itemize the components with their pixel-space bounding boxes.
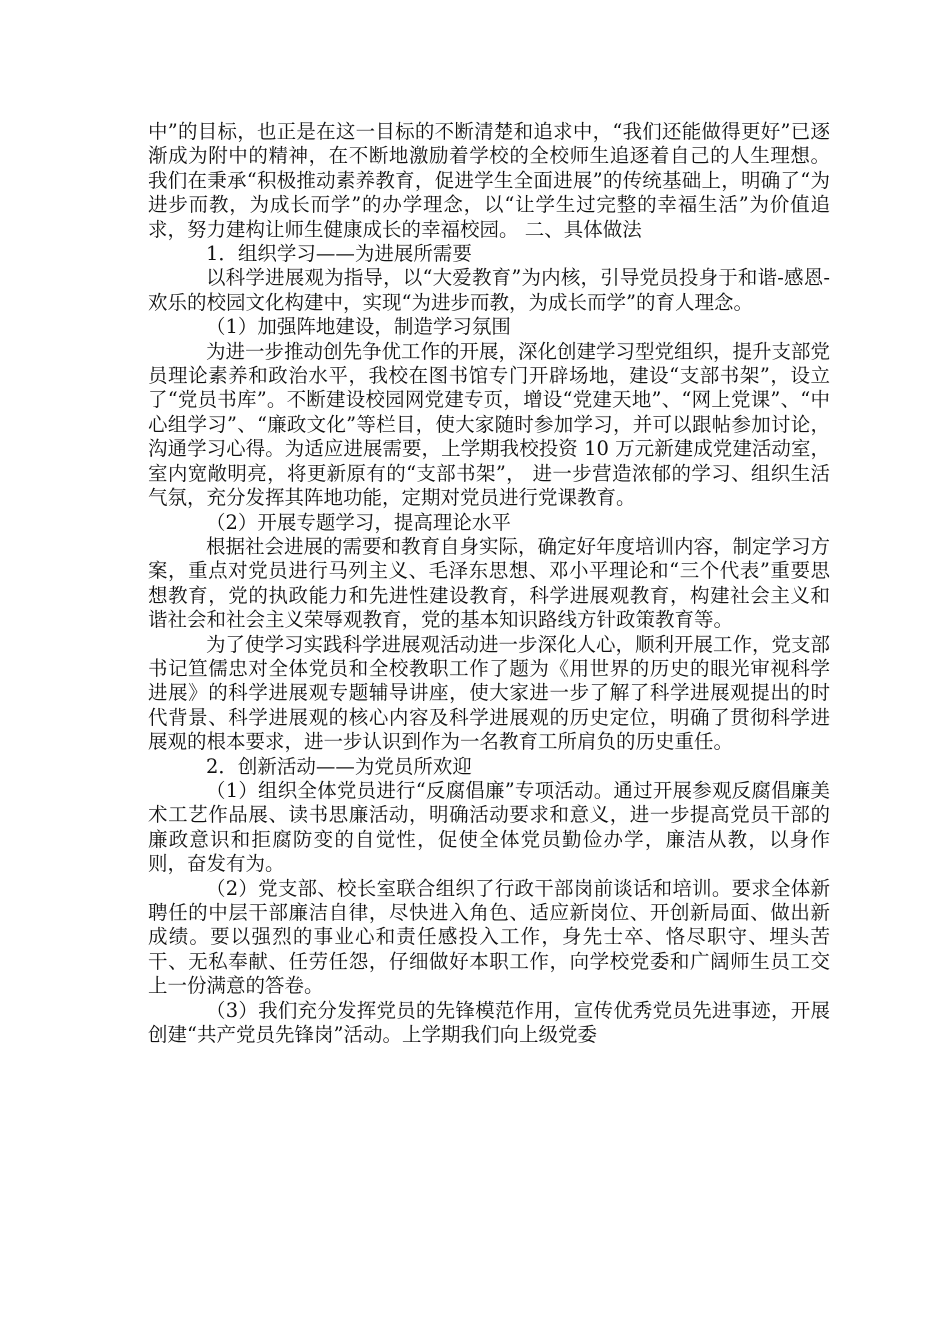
- body-paragraph: 中”的目标，也正是在这一目标的不断清楚和追求中，“我们还能做得更好”已逐渐成为附中的精神，在不断地激励着学校的全校师生追逐着自己的人生理想。我们在秉承“积极推动素养教育，促进学生全面进展”的传统基础上，明确了“为进步而教，为成长而学”的办学理念，以“让学生过完整的幸福生活”为价值追求，努力建构让师生健康成长的幸福校园。 二、具体做法: [148, 120, 830, 241]
- body-paragraph: （3）我们充分发挥党员的先锋模范作用，宣传优秀党员先进事迹，开展创建“共产党员先锋岗”活动。上学期我们向上级党委: [148, 998, 830, 1047]
- section-heading: 2．创新活动——为党员所欢迎: [206, 754, 472, 778]
- subsection-heading: （1）加强阵地建设，制造学习氛围: [206, 315, 511, 339]
- body-paragraph: （1）组织全体党员进行“反腐倡廉”专项活动。通过开展参观反腐倡廉美术工艺作品展、读书思廉活动，明确活动要求和意义，进一步提高党员干部的廉政意识和拒腐防变的自觉性，促使全体党员勤俭办学，廉洁从教，以身作则，奋发有为。: [148, 778, 830, 876]
- body-paragraph: 为进一步推动创先争优工作的开展，深化创建学习型党组织，提升支部党员理论素养和政治水平，我校在图书馆专门开辟场地，建设“支部书架”，设立了“党员书库”。不断建设校园网党建专页，增设“党建天地”、“网上党课”、“中心组学习”、“廉政文化”等栏目，使大家随时参加学习，并可以跟帖参加讨论，沟通学习心得。为适应进展需要，上学期我校投资 10 万元新建成党建活动室，室内宽敞明亮，将更新原有的“支部书架”， 进一步营造浓郁的学习、组织生活气氛，充分发挥其阵地功能，定期对党员进行党课教育。: [148, 339, 831, 510]
- body-paragraph: （2）党支部、校长室联合组织了行政干部岗前谈话和培训。要求全体新聘任的中层干部廉洁自律，尽快进入角色、适应新岗位、开创新局面、做出新成绩。要以强烈的事业心和责任感投入工作，身先士卒、恪尽职守、埋头苦干、无私奉献、任劳任怨，仔细做好本职工作，向学校党委和广阔师生员工交上一份满意的答卷。: [148, 876, 830, 998]
- body-paragraph: 为了使学习实践科学进展观活动进一步深化人心，顺利开展工作，党支部书记笪儒忠对全体党员和全校教职工作了题为《用世界的历史的眼光审视科学进展》的科学进展观专题辅导讲座，使大家进一步了解了科学进展观提出的时代背景、科学进展观的核心内容及科学进展观的历史定位，明确了贯彻科学进展观的根本要求，进一步认识到作为一名教育工所肩负的历史重任。: [148, 632, 831, 754]
- section-heading: 1．组织学习——为进展所需要: [206, 242, 472, 266]
- body-paragraph: 以科学进展观为指导，以“大爱教育”为内核，引导党员投身于和谐-感恩-欢乐的校园文化构建中，实现“为进步而教，为成长而学”的育人理念。: [148, 266, 830, 314]
- document-page: [148, 120, 830, 1047]
- body-paragraph: 根据社会进展的需要和教育自身实际，确定好年度培训内容，制定学习方案，重点对党员进行马列主义、毛泽东思想、邓小平理论和“三个代表”重要思想教育，党的执政能力和先进性建设教育，科学进展观教育，构建社会主义和谐社会和社会主义荣辱观教育，党的基本知识路线方针政策教育等。: [148, 534, 831, 632]
- subsection-heading: （2）开展专题学习，提高理论水平: [206, 510, 511, 534]
